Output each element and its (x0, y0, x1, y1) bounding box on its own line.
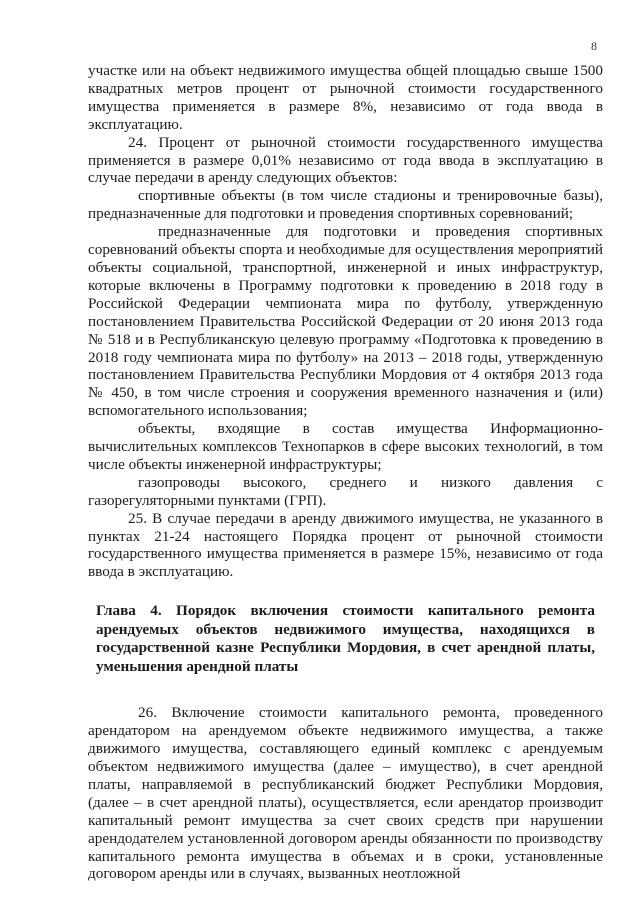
document-body (88, 62, 603, 883)
list-item-technopark-objects: объекты, входящие в состав имущества Информационно-вычислительных комплексов Технопарков в сфере высоких технологий, в том числе объекты инженерной инфраструктуры; (88, 420, 603, 473)
paragraph-continuation: участке или на объект недвижимого имущества общей площадью свыше 1500 квадратных метров процент от рыночной стоимости государственного имущества применяется в размере 8%, независимо от года ввода в эксплуатацию. (88, 62, 603, 133)
list-item-world-cup-objects: предназначенные для подготовки и проведения спортивных соревнований объекты спорта и необходимые для осуществления мероприятий объекты социальной, транспортной, инженерной и иных инфраструктур, которые включены в Программу подготовки к проведению в 2018 году в Российской Федерации чемпионата мира по футболу, утвержденную постановлением Правительства Российской Федерации от 20 июня 2013 года № 518 и в Республиканскую целевую программу «Подготовка к проведению в 2018 году чемпионата мира по футболу» на 2013 – 2018 годы, утвержденную постановлением Правительства Республики Мордовия от 4 октября 2013 года № 450, в том числе строения и сооружения временного назначения и (или) вспомогательного использования; (88, 223, 603, 420)
paragraph-26: 26. Включение стоимости капитального ремонта, проведенного арендатором на арендуемом объекте недвижимого имущества, а также движимого имущества, составляющего единый комплекс с арендуемым объектом недвижимого имущества (далее – имущество), в счет арендной платы, направляемой в республиканский бюджет Республики Мордовия, (далее – в счет арендной платы), осуществляется, если арендатор производит капитальный ремонт имущества за счет своих средств при нарушении арендодателем установленной договором аренды обязанности по производству капитального ремонта имущества в объемах и в сроки, установленные договором аренды или в случаях, вызванных неотложной (88, 704, 603, 883)
paragraph-25: 25. В случае передачи в аренду движимого имущества, не указанного в пунктах 21-24 настоящего Порядка процент от рыночной стоимости государственного имущества применяется в размере 15%, независимо от года ввода в эксплуатацию. (88, 509, 603, 581)
paragraph-24: 24. Процент от рыночной стоимости государственного имущества применяется в размере 0,01% независимо от года ввода в эксплуатацию в случае передачи в аренду следующих объектов: (88, 133, 603, 187)
page-number: 8 (591, 39, 597, 53)
chapter-heading: Глава 4. Порядок включения стоимости капитального ремонта арендуемых объектов недвижимого имущества, находящихся в государственной казне Республики Мордовия, в счет арендной платы, уменьшения арендной платы (96, 602, 595, 675)
list-item-sports-objects: спортивные объекты (в том числе стадионы и тренировочные базы), предназначенные для подготовки и проведения спортивных соревнований; (88, 187, 603, 223)
list-item-gas-pipelines: газопроводы высокого, среднего и низкого давления с газорегуляторными пунктами (ГРП). (88, 473, 603, 509)
